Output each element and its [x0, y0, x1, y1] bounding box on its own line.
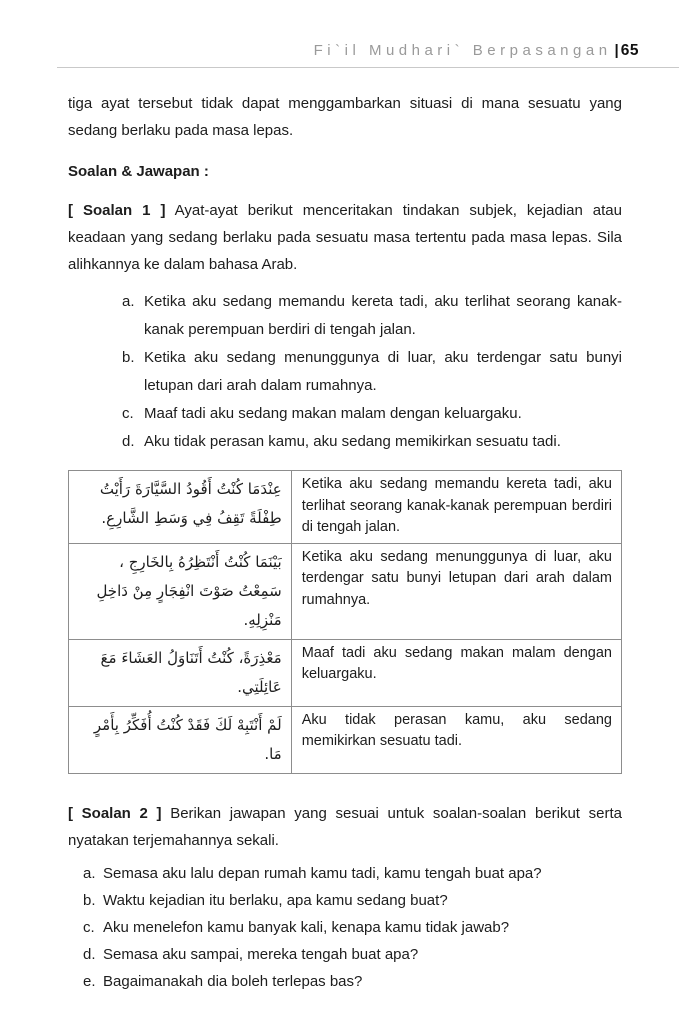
- soalan1-label: [ Soalan 1 ]: [68, 202, 166, 219]
- item-text: Semasa aku sampai, mereka tengah buat apa?: [103, 945, 419, 963]
- item-text: Aku tidak perasan kamu, aku sedang memikirkan sesuatu tadi.: [144, 433, 561, 450]
- soalan2-label: [ Soalan 2 ]: [68, 804, 162, 822]
- list-item: [122, 344, 622, 400]
- soalan1-list: [122, 288, 622, 456]
- item-text: Maaf tadi aku sedang makan malam dengan keluargaku.: [144, 405, 522, 422]
- item-marker: d.: [83, 945, 96, 963]
- list-item: [122, 428, 622, 456]
- list-item: [83, 887, 622, 914]
- item-marker: a.: [83, 864, 96, 882]
- list-item: [83, 860, 622, 887]
- running-title: Fi`il Mudhari` Berpasangan: [313, 42, 612, 59]
- table-row: [69, 543, 622, 639]
- item-marker: b.: [122, 349, 135, 366]
- item-text: Aku menelefon kamu banyak kali, kenapa kamu tidak jawab?: [103, 918, 510, 936]
- arabic-cell: لَمْ أَنْتَبِهْ لَكَ فَقَدْ كُنْتُ أُفَكِّرُ بِأَمْرٍ مَا.: [69, 706, 292, 773]
- list-item: [122, 400, 622, 428]
- item-text: Semasa aku lalu depan rumah kamu tadi, kamu tengah buat apa?: [103, 864, 542, 882]
- section-heading: Soalan & Jawapan :: [68, 163, 209, 180]
- page-content: [68, 90, 622, 995]
- soalan2-text: Berikan jawapan yang sesuai untuk soalan-soalan berikut serta nyatakan terjemahannya sekali.: [68, 804, 622, 849]
- item-marker: b.: [83, 891, 96, 909]
- list-item: [122, 288, 622, 344]
- page-header: [57, 42, 679, 68]
- malay-cell: Ketika aku sedang menunggunya di luar, aku terdengar satu bunyi letupan dari arah dalam rumahnya.: [291, 543, 621, 639]
- item-marker: d.: [122, 433, 135, 450]
- list-item: [83, 914, 622, 941]
- malay-cell: Aku tidak perasan kamu, aku sedang memikirkan sesuatu tadi.: [291, 706, 621, 773]
- item-marker: e.: [83, 972, 96, 990]
- page-number: 65: [620, 42, 639, 59]
- arabic-cell: عِنْدَمَا كُنْتُ أَقُودُ السَّيَّارَةَ رَأَيْتُ طِفْلَةً تَقِفُ فِي وَسَطِ الشَّارِعِ.: [69, 471, 292, 544]
- malay-cell: Ketika aku sedang memandu kereta tadi, aku terlihat seorang kanak-kanak perempuan berdiri di tengah jalan.: [291, 471, 621, 544]
- item-marker: c.: [83, 918, 95, 936]
- intro-paragraph: tiga ayat tersebut tidak dapat menggambarkan situasi di mana sesuatu yang sedang berlaku pada masa lepas.: [68, 95, 622, 139]
- item-marker: c.: [122, 405, 134, 422]
- table-row: [69, 471, 622, 544]
- list-item: [83, 968, 622, 995]
- soalan2-paragraph: [68, 800, 622, 854]
- translation-table: [68, 470, 622, 774]
- arabic-cell: مَعْذِرَةً، كُنْتُ أَتَنَاوَلُ العَشَاءَ مَعَ عَائِلَتِي.: [69, 639, 292, 706]
- malay-cell: Maaf tadi aku sedang makan malam dengan keluargaku.: [291, 639, 621, 706]
- soalan2-list: [83, 860, 622, 995]
- item-text: Ketika aku sedang memandu kereta tadi, aku terlihat seorang kanak-kanak perempuan berdiri di tengah jalan.: [144, 293, 622, 338]
- item-marker: a.: [122, 293, 135, 310]
- item-text: Ketika aku sedang menunggunya di luar, aku terdengar satu bunyi letupan dari arah dalam rumahnya.: [144, 349, 622, 394]
- table-row: [69, 706, 622, 773]
- soalan1-paragraph: [68, 197, 622, 278]
- soalan1-text: Ayat-ayat berikut menceritakan tindakan subjek, kejadian atau keadaan yang sedang berlaku pada sesuatu masa tertentu pada masa lepas. Sila alihkannya ke dalam bahasa Arab.: [68, 202, 622, 273]
- item-text: Waktu kejadian itu berlaku, apa kamu sedang buat?: [103, 891, 448, 909]
- table-row: [69, 639, 622, 706]
- item-text: Bagaimanakah dia boleh terlepas bas?: [103, 972, 363, 990]
- arabic-cell: بَيْنَمَا كُنْتُ أَنْتَظِرُهُ بِالخَارِجِ ، سَمِعْتُ صَوْتَ انْفِجَارٍ مِنْ دَاخِلِ مَنْزِلِهِ.: [69, 543, 292, 639]
- header-divider: |: [614, 42, 619, 59]
- list-item: [83, 941, 622, 968]
